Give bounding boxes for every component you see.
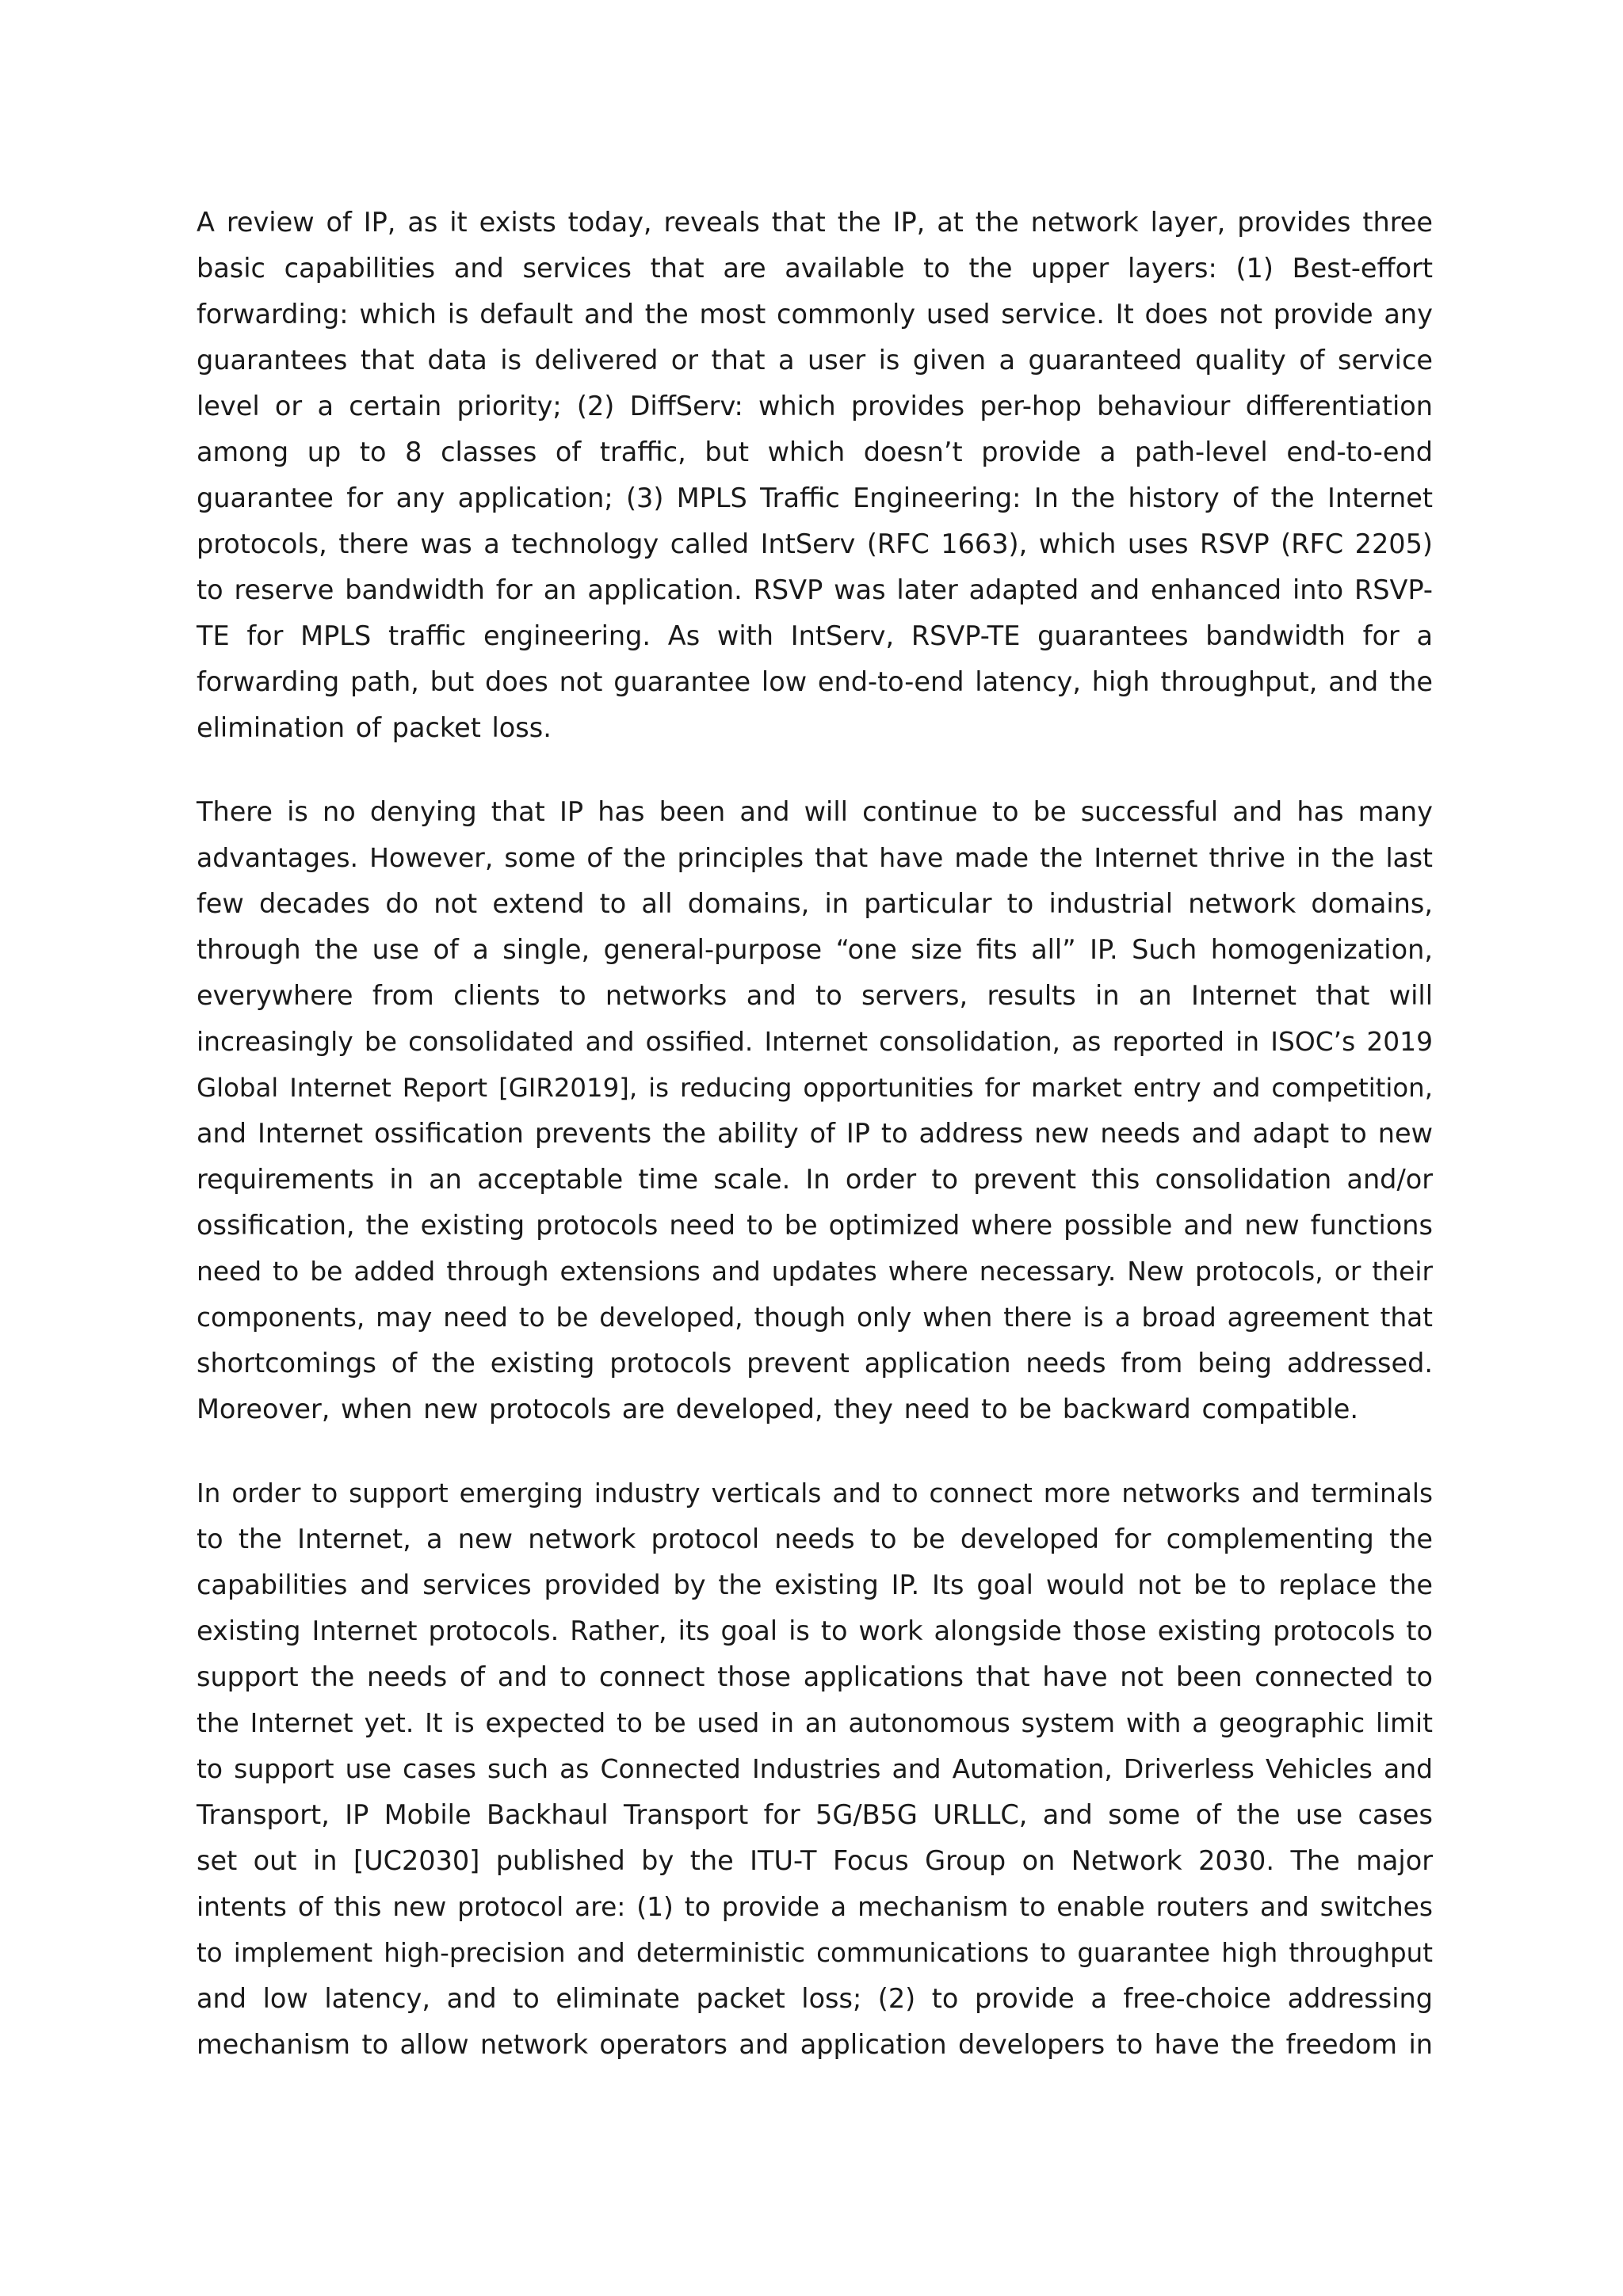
text-line: to implement high-precision and deterministic communications to guarantee high throughput bbox=[197, 1938, 1433, 1968]
text-line: elimination of packet loss. bbox=[197, 712, 552, 743]
text-line: among up to 8 classes of traffic, but which doesn’t provide a path-level end-to-end bbox=[197, 437, 1433, 467]
text-line: the Internet yet. It is expected to be used in an autonomous system with a geographic limit bbox=[197, 1708, 1433, 1738]
text-line: shortcomings of the existing protocols prevent application needs from being addressed. bbox=[197, 1348, 1433, 1379]
text-line: everywhere from clients to networks and to servers, results in an Internet that will bbox=[197, 980, 1433, 1011]
body-text bbox=[197, 200, 1433, 2106]
text-line: level or a certain priority; (2) DiffServ: which provides per-hop behaviour differentiation bbox=[197, 391, 1433, 421]
text-line: guarantees that data is delivered or that a user is given a guaranteed quality of service bbox=[197, 345, 1433, 376]
text-line: A review of IP, as it exists today, reveals that the IP, at the network layer, provides three bbox=[197, 207, 1433, 238]
text-line: few decades do not extend to all domains, in particular to industrial network domains, bbox=[197, 888, 1433, 919]
text-line: requirements in an acceptable time scale. In order to prevent this consolidation and/or bbox=[197, 1164, 1433, 1195]
text-line: existing Internet protocols. Rather, its goal is to work alongside those existing protocols to bbox=[197, 1615, 1433, 1646]
text-line: Moreover, when new protocols are developed, they need to be backward compatible. bbox=[197, 1394, 1359, 1425]
text-line: increasingly be consolidated and ossified. Internet consolidation, as reported in ISOC’s 2019 bbox=[197, 1026, 1433, 1057]
text-line: basic capabilities and services that are available to the upper layers: (1) Best-effort bbox=[197, 253, 1433, 284]
text-line: There is no denying that IP has been and will continue to be successful and has many bbox=[197, 796, 1433, 827]
text-line: advantages. However, some of the principles that have made the Internet thrive in the last bbox=[197, 842, 1433, 873]
text-line: TE for MPLS traffic engineering. As with IntServ, RSVP-TE guarantees bandwidth for a bbox=[197, 620, 1433, 651]
text-line: mechanism to allow network operators and application developers to have the freedom in bbox=[197, 2029, 1433, 2060]
text-line: to reserve bandwidth for an application. RSVP was later adapted and enhanced into RSVP- bbox=[197, 574, 1433, 605]
text-line: and low latency, and to eliminate packet loss; (2) to provide a free-choice addressing bbox=[197, 1983, 1433, 2014]
text-line: protocols, there was a technology called IntServ (RFC 1663), which uses RSVP (RFC 2205) bbox=[197, 528, 1433, 559]
text-line: In order to support emerging industry verticals and to connect more networks and terminals bbox=[197, 1478, 1433, 1508]
text-line: through the use of a single, general-purpose “one size fits all” IP. Such homogenization, bbox=[197, 934, 1433, 965]
text-line: forwarding: which is default and the most commonly used service. It does not provide any bbox=[197, 299, 1433, 330]
text-line: forwarding path, but does not guarantee low end-to-end latency, high throughput, and the bbox=[197, 666, 1433, 697]
text-line: ossification, the existing protocols need to be optimized where possible and new functions bbox=[197, 1210, 1433, 1241]
paragraph-2 bbox=[197, 789, 1433, 1432]
text-line: support the needs of and to connect those applications that have not been connected to bbox=[197, 1661, 1433, 1692]
paragraph-3 bbox=[197, 1470, 1433, 2068]
text-line: need to be added through extensions and updates where necessary. New protocols, or their bbox=[197, 1256, 1433, 1287]
text-line: set out in [UC2030] published by the ITU-T Focus Group on Network 2030. The major bbox=[197, 1845, 1433, 1876]
text-line: components, may need to be developed, though only when there is a broad agreement that bbox=[197, 1302, 1433, 1333]
text-line: to support use cases such as Connected Industries and Automation, Driverless Vehicles and bbox=[197, 1753, 1433, 1784]
text-line: guarantee for any application; (3) MPLS Traffic Engineering: In the history of the Internet bbox=[197, 482, 1433, 513]
text-line: capabilities and services provided by the existing IP. Its goal would not be to replace the bbox=[197, 1569, 1433, 1600]
text-line: to the Internet, a new network protocol needs to be developed for complementing the bbox=[197, 1524, 1433, 1554]
paragraph-1 bbox=[197, 200, 1433, 751]
text-line: intents of this new protocol are: (1) to provide a mechanism to enable routers and switches bbox=[197, 1891, 1433, 1922]
text-line: Transport, IP Mobile Backhaul Transport for 5G/B5G URLLC, and some of the use cases bbox=[197, 1799, 1433, 1830]
text-line: and Internet ossification prevents the ability of IP to address new needs and adapt to new bbox=[197, 1118, 1433, 1149]
text-line: Global Internet Report [GIR2019], is reducing opportunities for market entry and competition, bbox=[197, 1073, 1433, 1103]
